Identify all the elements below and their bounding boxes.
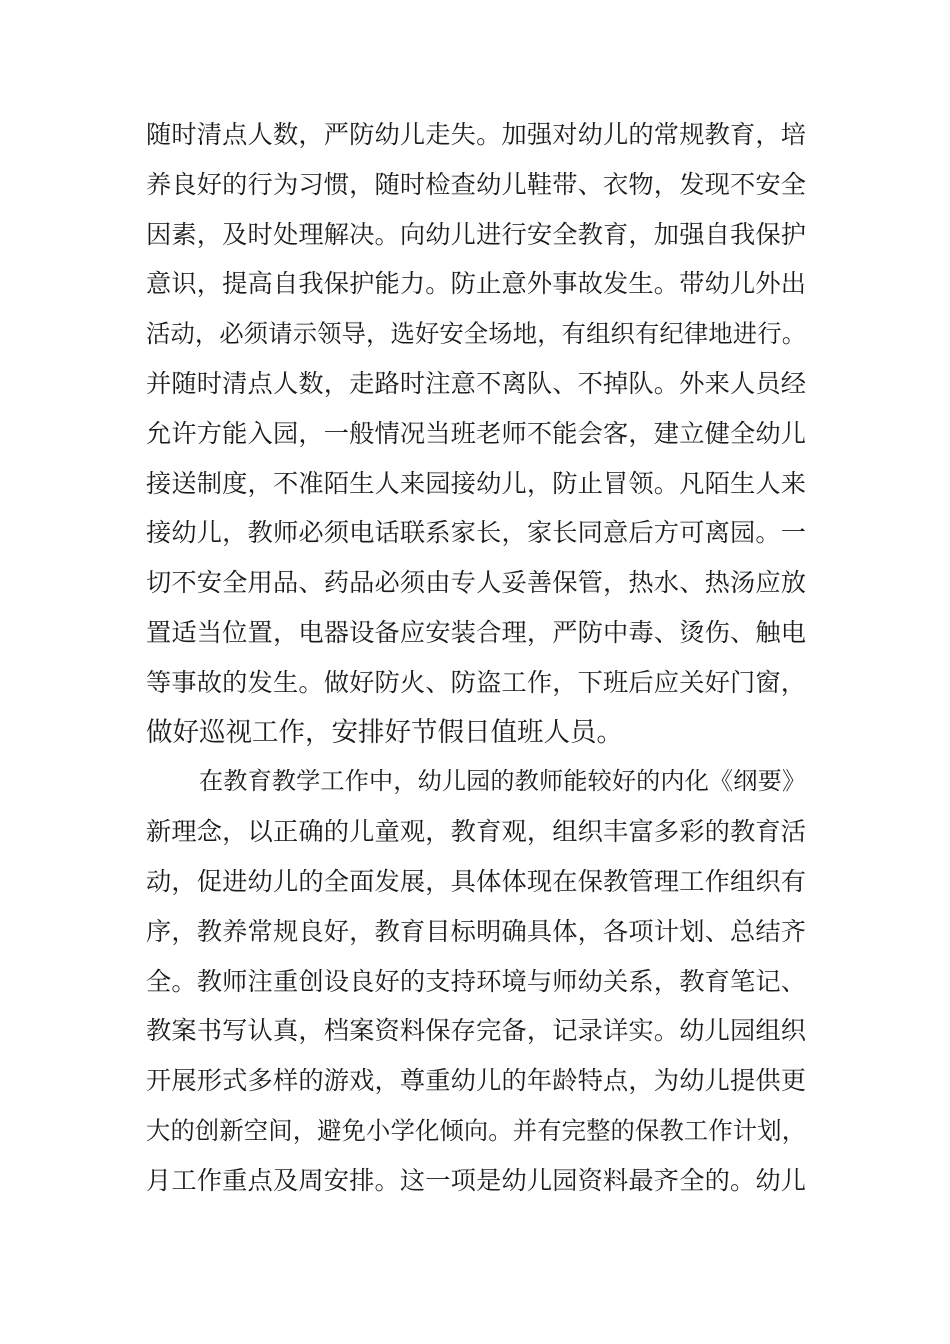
text-line: 接送制度，不准陌生人来园接幼儿，防止冒领。凡陌生人来: [146, 468, 806, 498]
text-line: 序，教养常规良好，教育目标明确具体，各项计划、总结齐: [146, 916, 806, 946]
text-line: 意识，提高自我保护能力。防止意外事故发生。带幼儿外出: [146, 269, 806, 299]
text-line: 在教育教学工作中，幼儿园的教师能较好的内化《纲要》: [199, 767, 806, 796]
text-line: 切不安全用品、药品必须由专人妥善保管，热水、热汤应放: [146, 568, 806, 598]
text-line: 并随时清点人数，走路时注意不离队、不掉队。外来人员经: [146, 368, 806, 398]
text-line: 等事故的发生。做好防火、防盗工作，下班后应关好门窗，: [146, 667, 806, 697]
text-line: 因素，及时处理解决。向幼儿进行安全教育，加强自我保护: [146, 219, 806, 249]
text-line: 接幼儿，教师必须电话联系家长，家长同意后方可离园。一: [146, 518, 806, 548]
text-line: 做好巡视工作，安排好节假日值班人员。: [146, 716, 623, 748]
text-line: 随时清点人数，严防幼儿走失。加强对幼儿的常规教育，培: [146, 120, 806, 149]
paragraph-2: [146, 757, 806, 1205]
text-line: 养良好的行为习惯，随时检查幼儿鞋带、衣物，发现不安全: [146, 169, 806, 199]
text-line: 动，促进幼儿的全面发展，具体体现在保教管理工作组织有: [146, 866, 806, 896]
text-line: 教案书写认真，档案资料保存完备，记录详实。幼儿园组织: [146, 1016, 806, 1046]
text-line: 允许方能入园，一般情况当班老师不能会客，建立健全幼儿: [146, 418, 806, 448]
text-line: 开展形式多样的游戏，尊重幼儿的年龄特点，为幼儿提供更: [146, 1066, 806, 1096]
text-line: 月工作重点及周安排。这一项是幼儿园资料最齐全的。幼儿: [146, 1165, 806, 1195]
text-line: 活动，必须请示领导，选好安全场地，有组织有纪律地进行。: [146, 319, 806, 349]
paragraph-1: [146, 110, 806, 757]
text-line: 新理念，以正确的儿童观，教育观，组织丰富多彩的教育活: [146, 817, 806, 847]
text-line: 全。教师注重创设良好的支持环境与师幼关系，教育笔记、: [146, 966, 806, 996]
body-text: [146, 110, 806, 1206]
text-line: 大的创新空间，避免小学化倾向。并有完整的保教工作计划，: [146, 1115, 806, 1145]
text-line: 置适当位置，电器设备应安装合理，严防中毒、烫伤、触电: [146, 617, 806, 647]
